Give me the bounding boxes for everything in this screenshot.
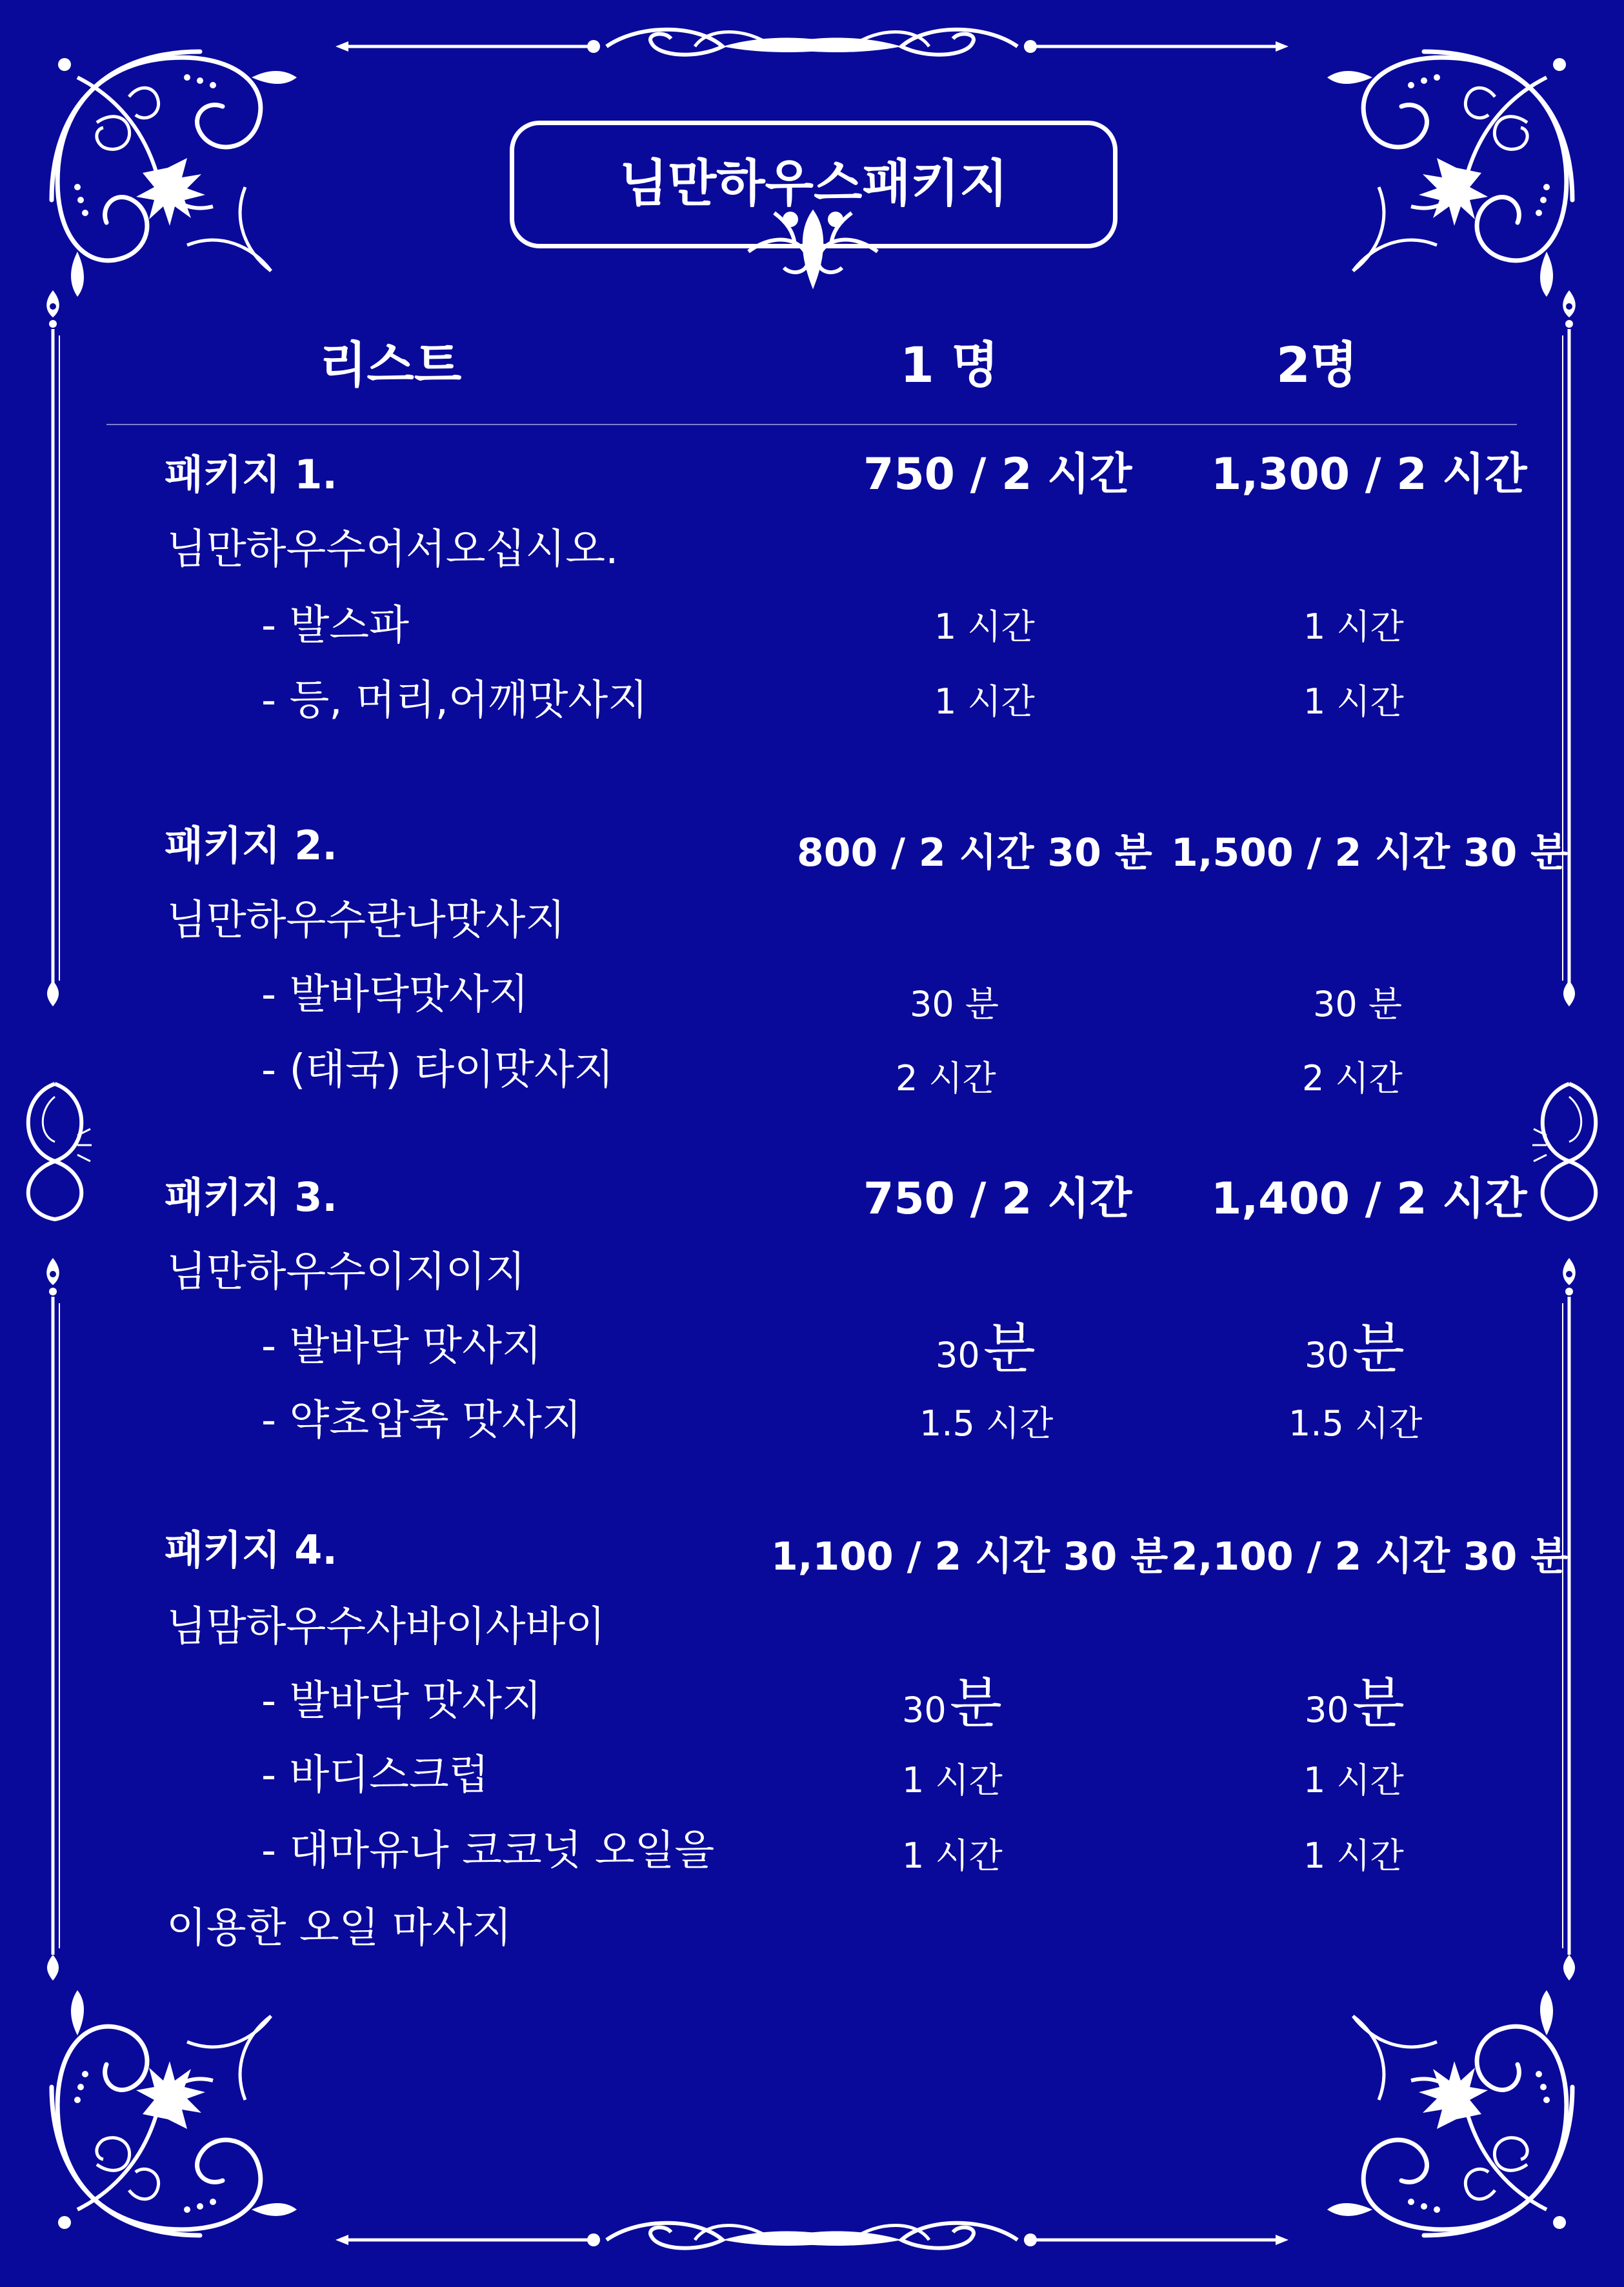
package-name: 패키지 4. [165, 1526, 337, 1573]
two-persons-column-header: 2명 [1276, 336, 1358, 394]
package-item-label: - 발스파 [261, 602, 409, 650]
package-item-label: - 대마유나 코코넛 오일을 [261, 1827, 715, 1875]
package-price-two-persons: 1,400 / 2 시간 [1211, 1173, 1527, 1224]
package-name: 패키지 1. [165, 451, 337, 498]
package-item-duration-two-persons: 30 분 [1305, 1672, 1405, 1735]
package-item-duration-two-persons: 1.5 시간 [1288, 1403, 1423, 1444]
header-divider [106, 424, 1517, 425]
package-price-one-person: 750 / 2 시간 [863, 1173, 1132, 1224]
package-item-label: - 약초압축 맛사지 [261, 1397, 582, 1444]
package-description: 님만하우수어서오십시오. [166, 526, 619, 574]
package-item-label: - 발바닥 맛사지 [261, 1677, 542, 1725]
package-name: 패키지 3. [165, 1173, 337, 1221]
package-item-duration-one-person: 1 시간 [902, 1760, 1003, 1801]
package-item-duration-one-person: 30 분 [910, 984, 999, 1024]
package-description: 님맘하우수사바이사바이 [166, 1603, 606, 1651]
package-item-label: - 바디스크럽 [261, 1752, 489, 1799]
package-price-one-person: 1,100 / 2 시간 30 분 [771, 1534, 1168, 1579]
package-description: 님만하우수란나맛사지 [166, 897, 566, 944]
package-item-duration-two-persons: 1 시간 [1303, 1835, 1404, 1876]
package-price-two-persons: 2,100 / 2 시간 30 분 [1171, 1534, 1569, 1579]
list-column-header: 리스트 [319, 336, 462, 394]
package-item-duration-two-persons: 1 시간 [1303, 1760, 1404, 1801]
package-item-duration-one-person: 1.5 시간 [919, 1403, 1054, 1444]
package-item-duration-one-person: 30 분 [936, 1317, 1036, 1380]
package-description-continued: 이용한 오일 마사지 [166, 1904, 512, 1952]
package-item-duration-two-persons: 1 시간 [1303, 681, 1404, 722]
package-item-label: - 발바닥맛사지 [261, 971, 529, 1019]
package-item-duration-two-persons: 30 분 [1305, 1317, 1405, 1380]
package-name: 패키지 2. [165, 822, 337, 869]
package-price-two-persons: 1,500 / 2 시간 30 분 [1171, 830, 1569, 875]
package-item-duration-one-person: 1 시간 [902, 1835, 1003, 1876]
package-item-duration-two-persons: 2 시간 [1302, 1058, 1403, 1099]
page-title: 님만하우스패키지 [619, 155, 1008, 213]
package-price-one-person: 800 / 2 시간 30 분 [797, 830, 1152, 875]
package-item-duration-one-person: 2 시간 [896, 1058, 996, 1099]
package-item-duration-two-persons: 1 시간 [1303, 606, 1404, 647]
package-item-duration-one-person: 1 시간 [934, 681, 1035, 722]
package-description: 님만하우수이지이지 [166, 1248, 526, 1296]
package-item-label: - 등, 머리,어깨맛사지 [261, 677, 648, 724]
package-price-one-person: 750 / 2 시간 [863, 449, 1132, 500]
package-item-label: - (태국) 타이맛사지 [261, 1046, 614, 1094]
package-item-label: - 발바닥 맛사지 [261, 1323, 542, 1370]
package-price-two-persons: 1,300 / 2 시간 [1211, 449, 1527, 500]
package-item-duration-one-person: 30 분 [902, 1672, 1002, 1735]
one-person-column-header: 1 명 [900, 336, 999, 394]
package-item-duration-one-person: 1 시간 [934, 606, 1035, 647]
title-box [510, 121, 1118, 248]
package-item-duration-two-persons: 30 분 [1313, 984, 1403, 1024]
